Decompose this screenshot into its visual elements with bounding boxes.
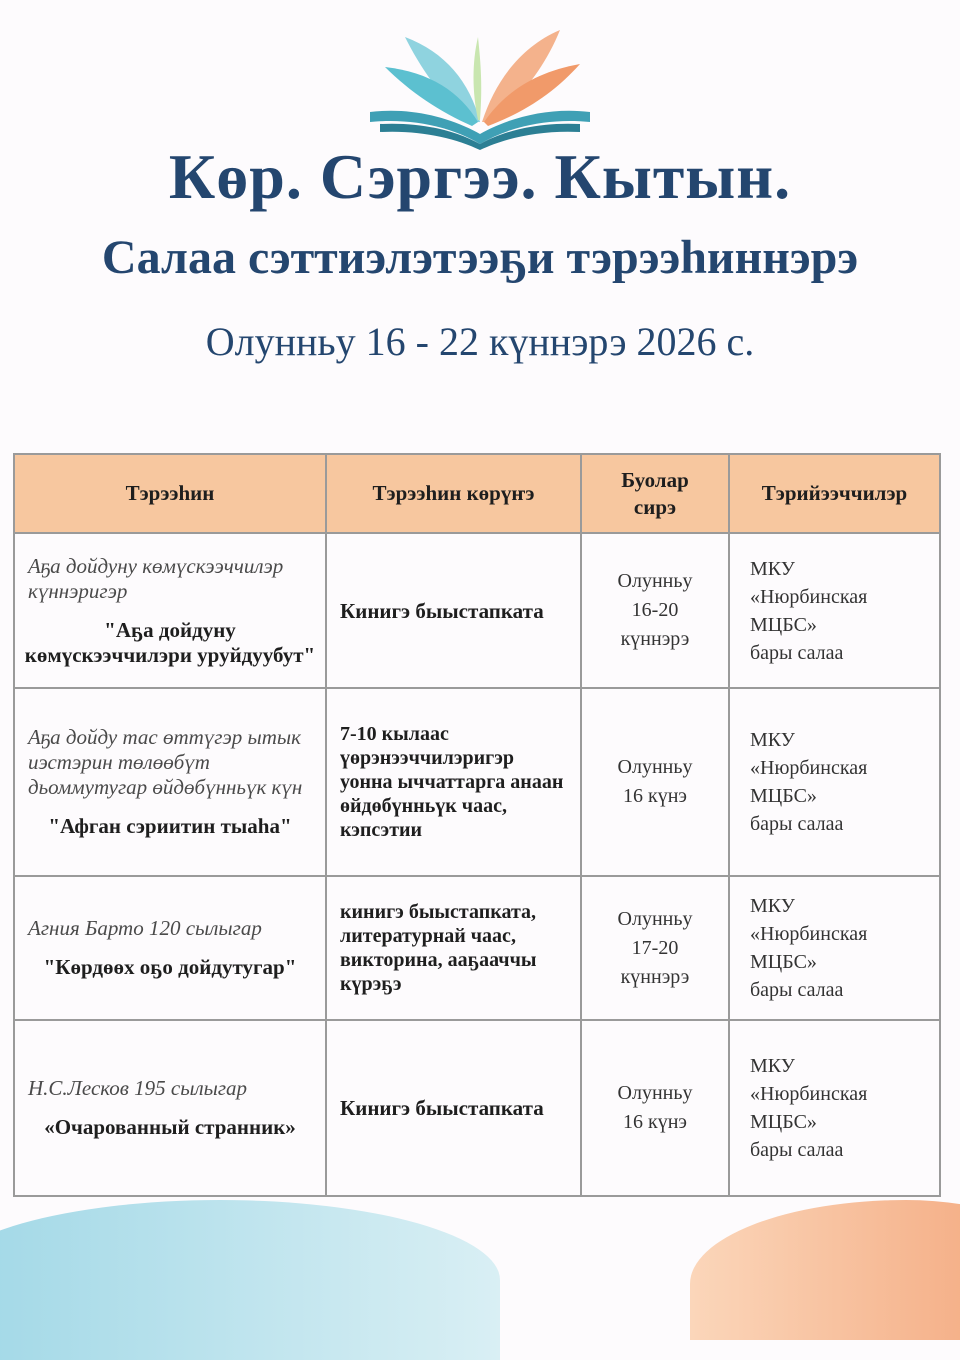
organizer-line: «Нюрбинская bbox=[750, 1083, 868, 1105]
event-category: Аҕа дойду тас өттүгэр ытык иэстэрин төлөөбүт дьоммутугар өйдөбүнньүк күн bbox=[28, 725, 303, 799]
column-header-organizers: Тэрийээччилэр bbox=[729, 454, 940, 533]
event-name: "Афган сэриитин тыаһа" bbox=[48, 814, 292, 838]
type-cell bbox=[326, 688, 581, 876]
organizer-line: «Нюрбинская bbox=[750, 585, 868, 608]
event-type: кинигэ быыстапката, литературнай чаас, викторина, ааҕааччы күрэҕэ bbox=[340, 901, 537, 995]
dates-line: Олунньу bbox=[617, 1082, 693, 1104]
event-type: Кинигэ быыстапката bbox=[340, 1096, 544, 1120]
decorative-wave-left bbox=[0, 1200, 500, 1360]
place-cell bbox=[581, 688, 729, 876]
column-header-place: Буолар сирэ bbox=[581, 454, 729, 533]
dates-line: 16 күнэ bbox=[622, 1111, 687, 1133]
table-row bbox=[14, 533, 940, 688]
table-row bbox=[14, 688, 940, 876]
event-name: «Очарованный странник» bbox=[44, 1115, 296, 1139]
open-book-icon bbox=[360, 22, 600, 152]
organizer-cell bbox=[729, 533, 940, 688]
organizer-line: «Нюрбинская bbox=[750, 757, 868, 779]
organizer-line: бары салаа bbox=[750, 641, 844, 664]
dates-line: Олунньу bbox=[617, 907, 693, 930]
event-cell bbox=[14, 876, 326, 1020]
event-name: "Аҕа дойдуну көмүскээччилэри уруйдуубут" bbox=[24, 617, 316, 667]
type-cell bbox=[326, 876, 581, 1020]
decorative-wave-right bbox=[690, 1200, 960, 1340]
dates-line: 16-20 bbox=[631, 599, 679, 621]
title-main: Көр. Сэргээ. Кытын. bbox=[168, 141, 792, 212]
event-cell bbox=[14, 1020, 326, 1196]
dates-line: 16 күнэ bbox=[622, 785, 687, 807]
dates-line: Олунньу bbox=[617, 756, 693, 778]
organizer-line: МЦБС» bbox=[750, 951, 817, 973]
table-row bbox=[14, 1020, 940, 1196]
place-cell bbox=[581, 533, 729, 688]
organizer-cell bbox=[729, 1020, 940, 1196]
table-row bbox=[14, 876, 940, 1020]
events-table bbox=[13, 453, 941, 1197]
place-cell bbox=[581, 1020, 729, 1196]
event-cell bbox=[14, 533, 326, 688]
event-type: Кинигэ быыстапката bbox=[340, 598, 544, 623]
organizer-line: МКУ bbox=[750, 1055, 795, 1077]
event-category: Н.С.Лесков 195 сылыгар bbox=[28, 1076, 248, 1100]
type-cell bbox=[326, 533, 581, 688]
dates-line: күннэрэ bbox=[620, 628, 690, 650]
table-header-row bbox=[14, 454, 940, 533]
dates-line: Олунньу bbox=[617, 570, 693, 592]
dates-line: күннэрэ bbox=[620, 965, 690, 988]
event-category: Аҕа дойдуну көмүскээччилэр күннэригэр bbox=[28, 553, 284, 603]
organizer-line: МЦБС» bbox=[750, 613, 817, 636]
event-category: Агния Барто 120 сылыгар bbox=[28, 916, 262, 940]
organizer-line: «Нюрбинская bbox=[750, 923, 868, 945]
dates-line: 17-20 bbox=[631, 936, 679, 959]
place-cell bbox=[581, 876, 729, 1020]
title-secondary: Салаа сэттиэлэтээҕи тэрээһиннэрэ bbox=[101, 231, 859, 284]
type-cell bbox=[326, 1020, 581, 1196]
organizer-cell bbox=[729, 688, 940, 876]
column-header-type: Тэрээһин көрүҥэ bbox=[326, 454, 581, 533]
event-type: 7-10 кылаас үөрэнээччилэригэр уонна ыччаттарга анаан өйдөбүнньүк чаас, кэпсэтии bbox=[340, 723, 564, 841]
organizer-line: МКУ bbox=[750, 729, 795, 751]
organizer-line: бары салаа bbox=[750, 979, 844, 1001]
organizer-cell bbox=[729, 876, 940, 1020]
organizer-line: бары салаа bbox=[750, 1139, 844, 1161]
event-cell bbox=[14, 688, 326, 876]
organizer-line: МЦБС» bbox=[750, 785, 817, 807]
organizer-line: МКУ bbox=[750, 557, 795, 580]
organizer-line: МКУ bbox=[750, 895, 795, 917]
organizer-line: бары салаа bbox=[750, 813, 844, 835]
column-header-event: Тэрээһин bbox=[14, 454, 326, 533]
event-name: "Көрдөөх оҕо дойдутугар" bbox=[43, 955, 297, 979]
date-range-subtitle: Олунньу 16 - 22 күннэрэ 2026 с. bbox=[205, 319, 755, 364]
organizer-line: МЦБС» bbox=[750, 1111, 817, 1133]
